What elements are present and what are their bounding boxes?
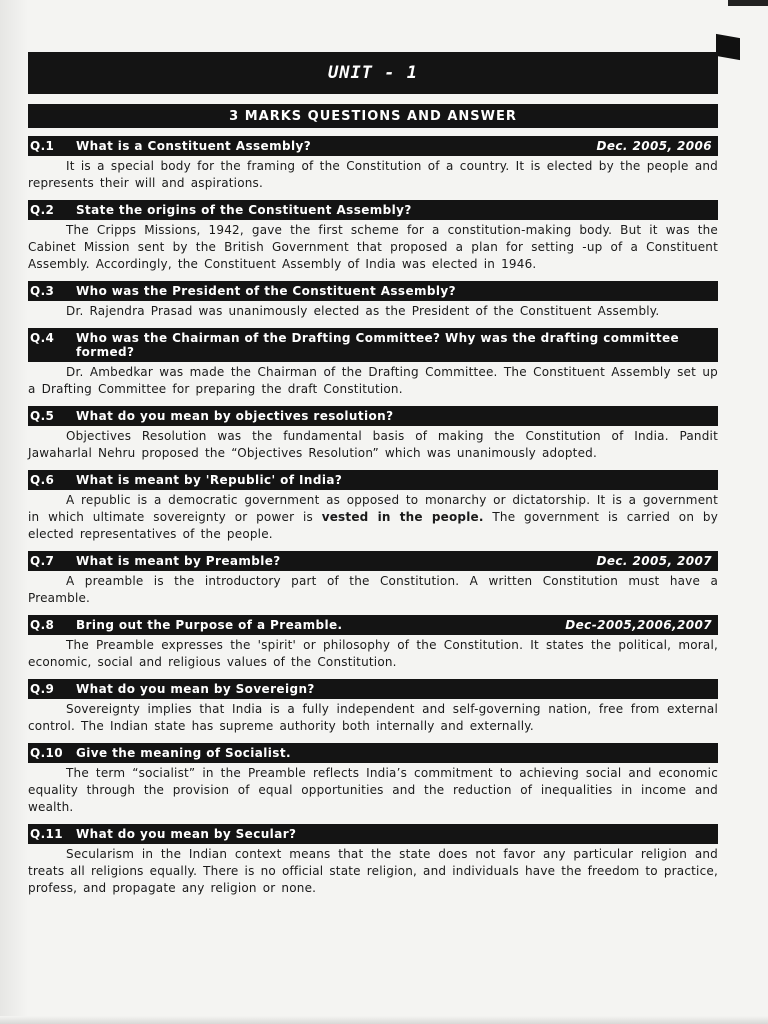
answer-text: The Cripps Missions, 1942, gave the first scheme for a constitution-making body. But it was the Cabinet Mission sent by the British Government that proposed a plan for setting -up of a Constituent Assembly. Accordingly, the Constituent Assembly of India was elected in 1946. xyxy=(28,223,718,271)
exam-dates: Dec. 2005, 2006 xyxy=(596,139,712,153)
question-number: Q.5 xyxy=(30,409,55,423)
question-text: Who was the Chairman of the Drafting Committee? Why was the drafting committee formed? xyxy=(76,331,680,359)
answer-text: A preamble is the introductory part of the Constitution. A written Constitution must have a Preamble. xyxy=(28,574,718,605)
question-number: Q.3 xyxy=(30,284,55,298)
question-bar xyxy=(28,136,718,156)
question-bar xyxy=(28,470,718,490)
answer-text: A republic is a democratic government as opposed to monarchy or dictatorship. It is a government in which ultimate sovereignty or power is vested in the people. The government is carried on by elected representatives of the people. xyxy=(28,493,718,541)
qa-item-1 xyxy=(28,136,718,192)
question-text: What is meant by 'Republic' of India? xyxy=(76,473,343,487)
qa-item-8 xyxy=(28,615,718,671)
question-number: Q.9 xyxy=(30,682,55,696)
question-text: What do you mean by objectives resolution? xyxy=(76,409,394,423)
question-bar xyxy=(28,281,718,301)
question-number: Q.11 xyxy=(30,827,64,841)
question-number: Q.2 xyxy=(30,203,55,217)
answer-text: It is a special body for the framing of the Constitution of a country. It is elected by the people and represents their will and aspirations. xyxy=(28,159,718,190)
question-bar xyxy=(28,551,718,571)
question-number: Q.4 xyxy=(30,331,55,345)
question-number: Q.6 xyxy=(30,473,55,487)
answer-text: Dr. Rajendra Prasad was unanimously elected as the President of the Constituent Assembly. xyxy=(66,304,660,318)
answer-text: Dr. Ambedkar was made the Chairman of the Drafting Committee. The Constituent Assembly set up a Drafting Committee for preparing the draft Constitution. xyxy=(28,365,718,396)
qa-item-3 xyxy=(28,281,718,320)
document-content xyxy=(28,52,718,897)
answer-text: The Preamble expresses the 'spirit' or philosophy of the Constitution. It states the political, moral, economic, social and religious values of the Constitution. xyxy=(28,638,718,669)
qa-item-9 xyxy=(28,679,718,735)
exam-dates: Dec-2005,2006,2007 xyxy=(565,618,712,632)
question-bar xyxy=(28,615,718,635)
qa-item-5 xyxy=(28,406,718,462)
question-text: Give the meaning of Socialist. xyxy=(76,746,291,760)
question-number: Q.8 xyxy=(30,618,55,632)
question-bar xyxy=(28,679,718,699)
question-bar xyxy=(28,743,718,763)
emphasis-text: vested in the people. xyxy=(321,510,484,524)
qa-item-4 xyxy=(28,328,718,398)
answer-text: Sovereignty implies that India is a fully independent and self-governing nation, free from external control. The Indian state has supreme authority both internally and externally. xyxy=(28,702,718,733)
qa-item-10 xyxy=(28,743,718,816)
answer-text: Secularism in the Indian context means that the state does not favor any particular religion and treats all religions equally. There is no official state religion, and individuals have the freedom to practice, profess, and propagate any religion or none. xyxy=(28,847,718,895)
answer-text: The term “socialist” in the Preamble reflects India’s commitment to achieving social and economic equality through the provision of equal opportunities and the reduction of inequalities in income and wealth. xyxy=(28,766,718,814)
qa-item-2 xyxy=(28,200,718,273)
question-bar xyxy=(28,200,718,220)
question-number: Q.10 xyxy=(30,746,64,760)
answer-text: Objectives Resolution was the fundamental basis of making the Constitution of India. Pandit Jawaharlal Nehru proposed the “Objectives Resolution” which was unanimously adopted. xyxy=(28,429,718,460)
question-text: State the origins of the Constituent Assembly? xyxy=(76,203,412,217)
question-text: Bring out the Purpose of a Preamble. xyxy=(76,618,343,632)
question-text: What is a Constituent Assembly? xyxy=(76,139,312,153)
page-corner-mark xyxy=(728,0,768,6)
page-bottom-edge xyxy=(0,1016,768,1024)
unit-heading: UNIT - 1 xyxy=(28,52,718,94)
question-text: What is meant by Preamble? xyxy=(76,554,281,568)
question-bar xyxy=(28,824,718,844)
qa-item-11 xyxy=(28,824,718,897)
question-text: Who was the President of the Constituent Assembly? xyxy=(76,284,456,298)
question-bar xyxy=(28,328,718,362)
question-bar xyxy=(28,406,718,426)
qa-item-6 xyxy=(28,470,718,543)
page-edge xyxy=(0,0,28,1024)
question-text: What do you mean by Secular? xyxy=(76,827,297,841)
qa-item-7 xyxy=(28,551,718,607)
section-heading: 3 MARKS QUESTIONS AND ANSWER xyxy=(28,104,718,128)
question-number: Q.1 xyxy=(30,139,55,153)
tab-marker xyxy=(716,34,740,60)
question-text: What do you mean by Sovereign? xyxy=(76,682,315,696)
exam-dates: Dec. 2005, 2007 xyxy=(596,554,712,568)
question-number: Q.7 xyxy=(30,554,55,568)
